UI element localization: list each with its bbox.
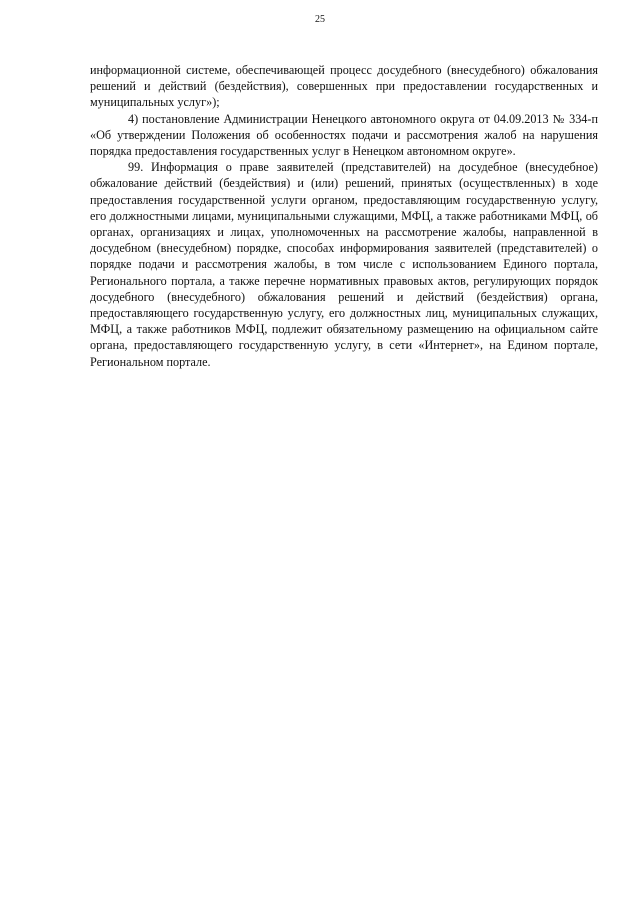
paragraph-item-4: 4) постановление Администрации Ненецкого автономного округа от 04.09.2013 № 334-п «Об утверждении Положения об особенностях подачи и рассмотрения жалоб на нарушения порядка предоставления государственных услуг в Ненецком автономном округе». (90, 111, 598, 159)
paragraph-item-99: 99. Информация о праве заявителей (представителей) на досудебное (внесудебное) обжалование действий (бездействия) и (или) решений, принятых (осуществленных) в ходе предоставления государственной услуги органом, предоставляющим государственную услугу, его должностными лицами, муниципальными служащими, МФЦ, а также работниками МФЦ, об органах, организациях и лицах, уполномоченных на рассмотрение жалобы, направленной в досудебном (внесудебном) порядке, способах информирования заявителей (представителей) о порядке подачи и рассмотрения жалобы, в том числе с использованием Единого портала, Регионального портала, а также перечне нормативных правовых актов, регулирующих порядок досудебного (внесудебного) обжалования решений и действий (бездействия) органа, предоставляющего государственную услугу, его должностных лиц, муниципальных служащих, МФЦ, а также работников МФЦ, подлежит обязательному размещению на официальном сайте органа, предоставляющего государственную услугу, в сети «Интернет», на Едином портале, Региональном портале. (90, 160, 598, 369)
paragraph-continuation: информационной системе, обеспечивающей процесс досудебного (внесудебного) обжалования решений и действий (бездействия), совершенных при предоставлении государственных и муниципальных услуг»); (90, 63, 598, 110)
page-number: 25 (315, 14, 325, 25)
document-body (90, 62, 598, 370)
